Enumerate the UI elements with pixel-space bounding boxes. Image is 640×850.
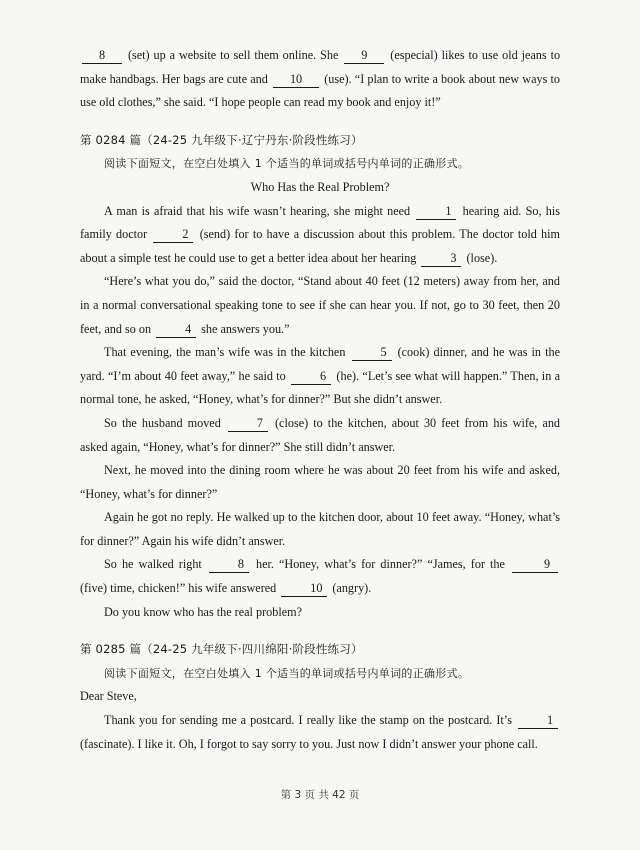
document-body — [80, 44, 560, 756]
letter-greeting: Dear Steve, — [80, 689, 137, 704]
blank-1: 1 — [416, 204, 456, 220]
blank-6: 6 — [291, 369, 331, 385]
instructions-0284: 阅读下面短文，在空白处填入 1 个适当的单词或括号内单词的正确形式。 — [104, 157, 470, 171]
instructions-0285: 阅读下面短文，在空白处填入 1 个适当的单词或括号内单词的正确形式。 — [104, 666, 470, 680]
paragraph-6: Again he got no reply. He walked up to the kitchen door, about 10 feet away. “Honey, what’s for dinner?” Again his wife didn’t answer. — [80, 510, 560, 548]
intro-paragraph: 8 (set) up a website to sell them online. She 9 (especial) likes to use old jeans to make handbags. Her bags are cute and 10 (use). “I plan to write a book about new ways to use old clothes,” she said. “I hope people can read my book and enjoy it!” — [80, 48, 561, 110]
blank-8b: 8 — [209, 557, 249, 573]
paragraph-4: So the husband moved 7 (close) to the kitchen, about 30 feet from his wife, and asked again, “Honey, what’s for dinner?” She still didn’t answer. — [80, 415, 561, 454]
paragraph-3: That evening, the man’s wife was in the kitchen 5 (cook) dinner, and he was in the yard. “I’m about 40 feet away,” he said to 6 (he). “Let’s see what will happen.” Then, in a normal tone, he asked, “Honey, what’s for dinner?” But she didn’t answer. — [80, 345, 561, 407]
paragraph-1: A man is afraid that his wife wasn’t hearing, she might need 1 hearing aid. So, his family doctor 2 (send) for to have a discussion about this problem. The doctor told him about a simple test he could use to get a better idea about her hearing 3 (lose). — [80, 203, 561, 265]
blank-3: 3 — [421, 251, 461, 267]
blank-7: 7 — [228, 416, 268, 432]
page-footer: 第 3 页 共 42 页 — [280, 789, 360, 801]
section-heading-0285: 第 0285 篇（24-25 九年级下·四川绵阳·阶段性练习） — [80, 642, 363, 657]
blank-5: 5 — [352, 345, 392, 361]
blank-9: 9 — [344, 48, 384, 64]
blank-10: 10 — [273, 72, 319, 88]
blank-1c: 1 — [518, 713, 558, 729]
blank-10b: 10 — [281, 581, 327, 597]
paragraph-8: Do you know who has the real problem? — [104, 604, 302, 619]
section-heading-0284: 第 0284 篇（24-25 九年级下·辽宁丹东·阶段性练习） — [80, 132, 363, 147]
blank-2: 2 — [153, 227, 193, 243]
paragraph-7: So he walked right 8 her. “Honey, what’s for dinner?” “James, for the 9 (five) time, chicken!” his wife answered 10 (angry). — [80, 553, 560, 600]
blank-9b: 9 — [512, 557, 558, 573]
paragraph-5: Next, he moved into the dining room where he was about 20 feet from his wife and asked, “Honey, what’s for dinner?” — [80, 463, 560, 501]
blank-4: 4 — [156, 322, 196, 338]
passage-title: Who Has the Real Problem? — [250, 179, 390, 194]
letter-paragraph-1: Thank you for sending me a postcard. I really like the stamp on the postcard. It’s 1 (fascinate). I like it. Oh, I forgot to say sorry to you. Just now I didn’t answer your phone call. — [80, 709, 560, 756]
blank-8: 8 — [82, 48, 122, 64]
paragraph-2: “Here’s what you do,” said the doctor, “Stand about 40 feet (12 meters) away from her, and in a normal conversational speaking tone to see if she can hear you. If not, go to 30 feet, then 20 feet, and so on 4 she answers you.” — [80, 274, 560, 336]
